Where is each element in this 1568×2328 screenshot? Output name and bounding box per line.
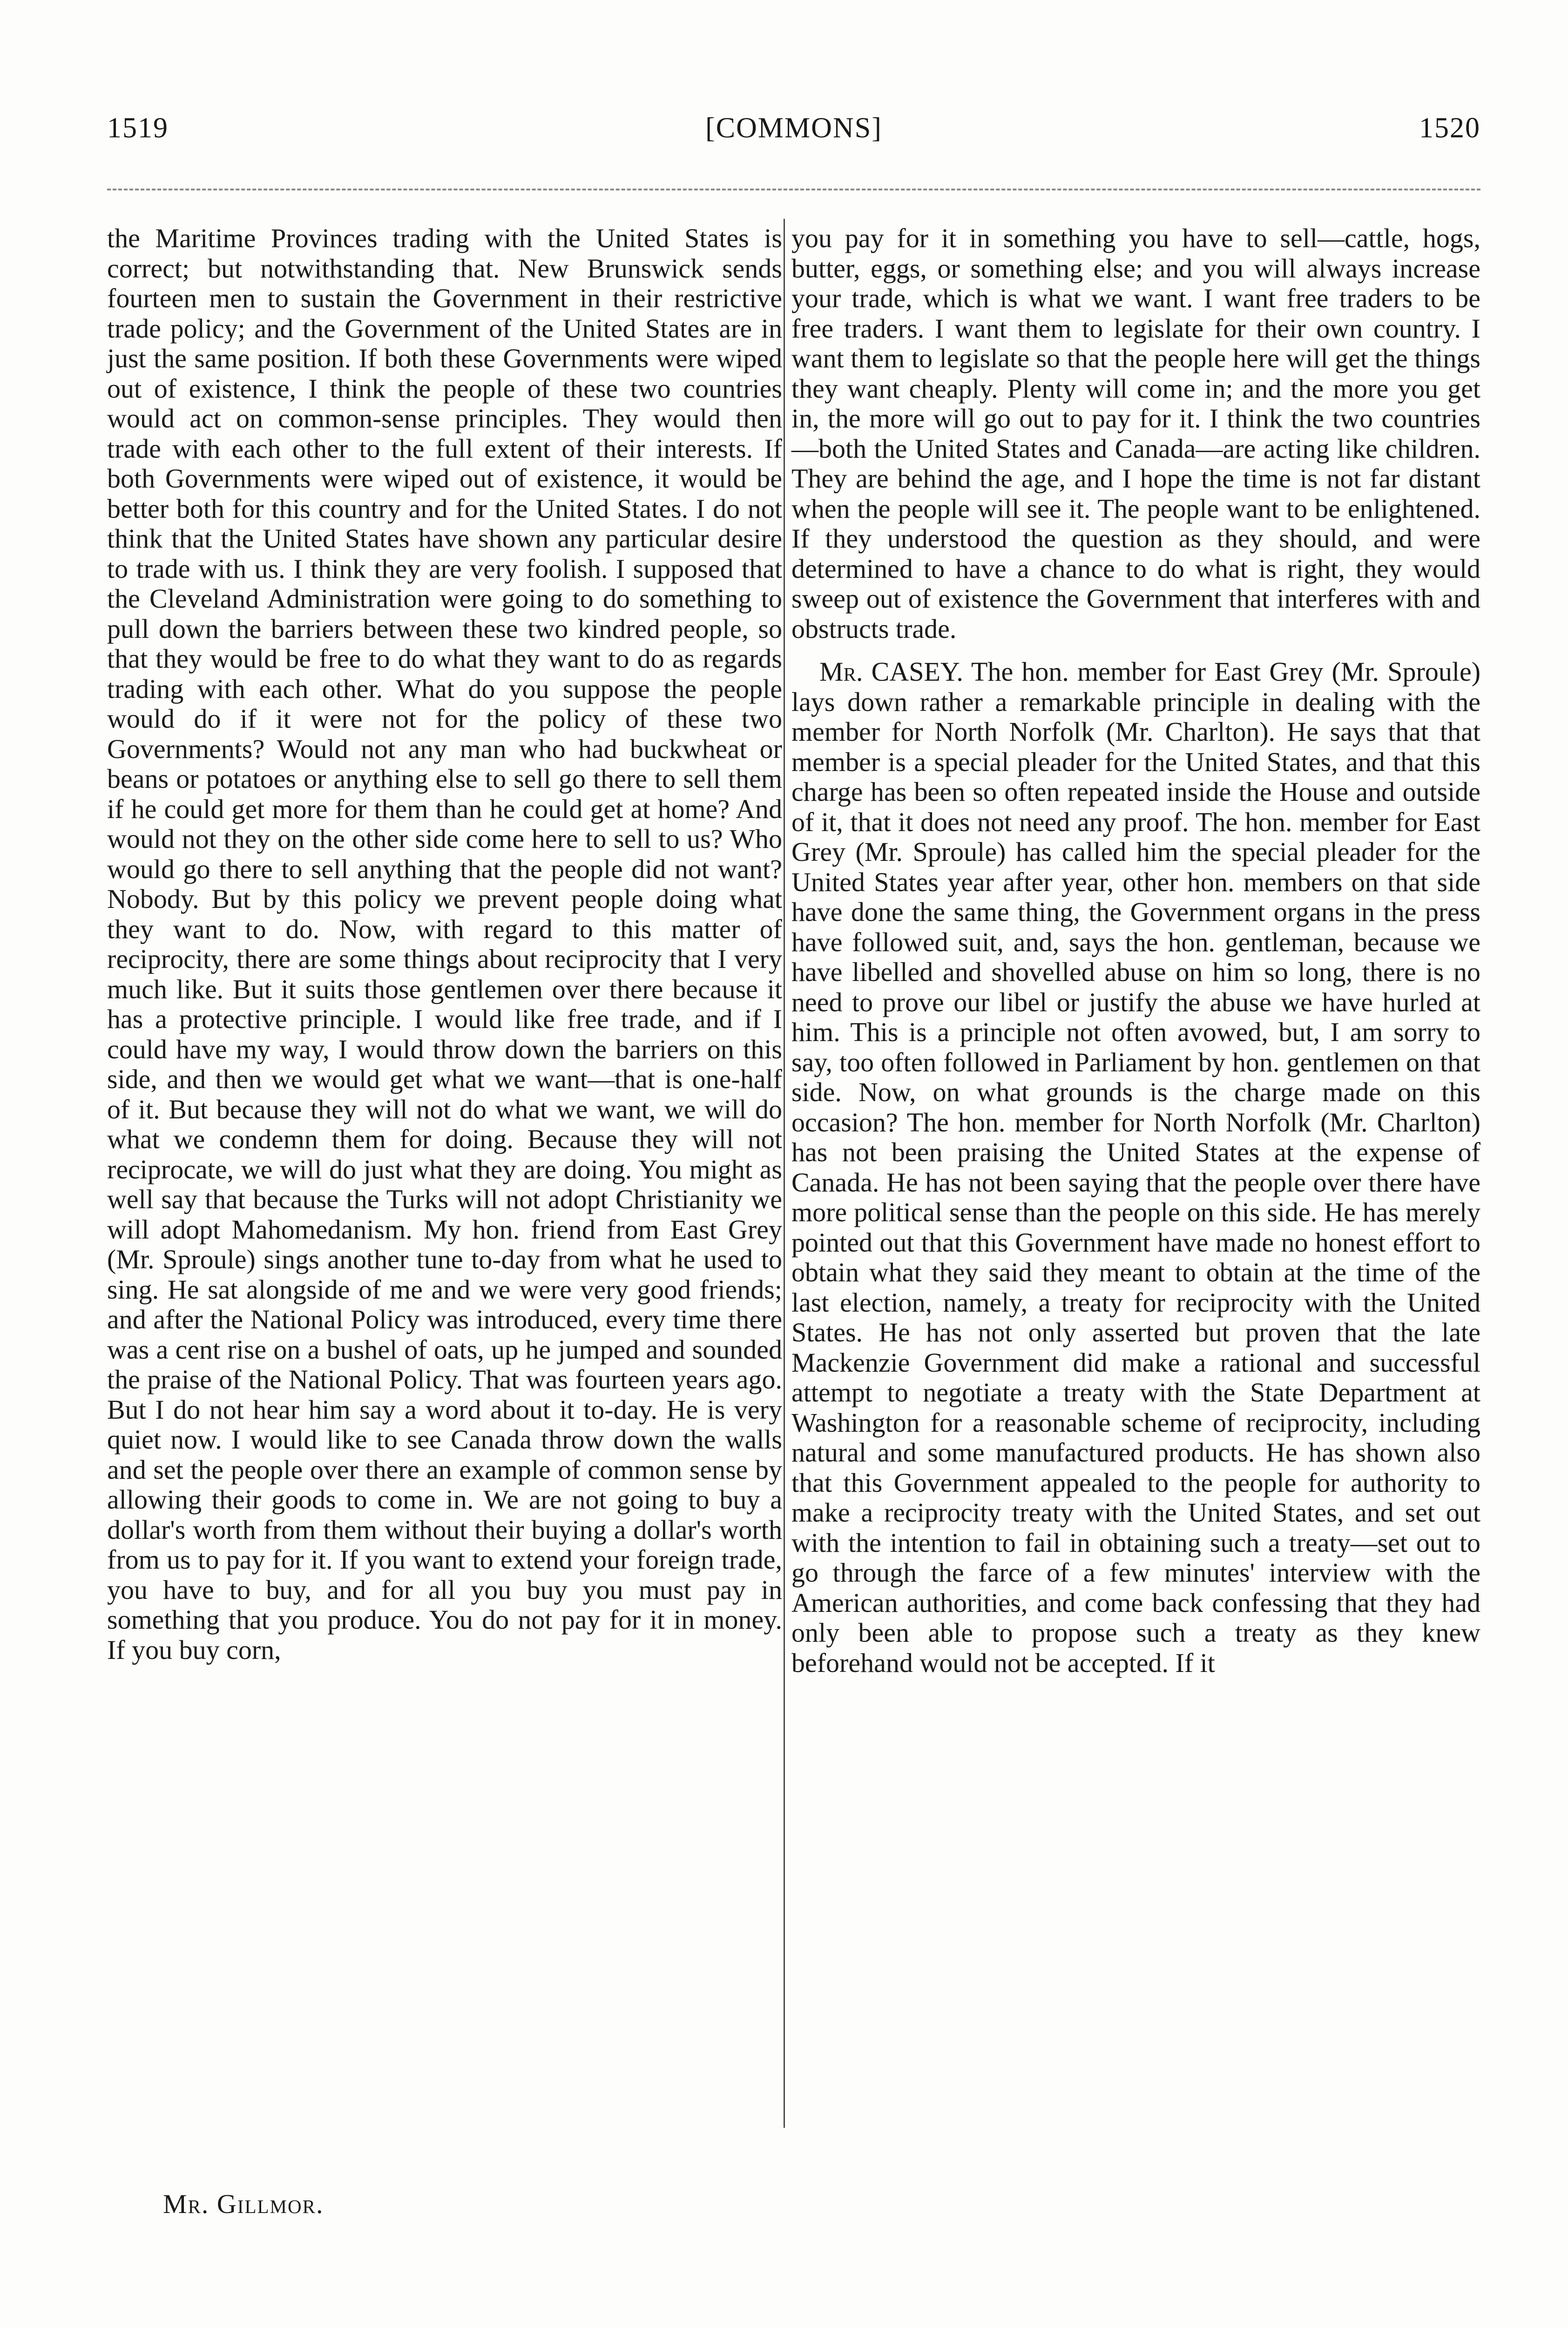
speech-text: The hon. member for East Grey (Mr. Sproule) lays down rather a remarkable principle in dealing with the member for North Norfolk (Mr. Charlton). He says that that member is a special pleader for the United States, and that this charge has been so often repeated inside the House and outside of it, that it does not need any proof. The hon. member for East Grey (Mr. Sproule) has called him the special pleader for the United States year after year, other hon. members on that side have done the same thing, the Government organs in the press have followed suit, and, says the hon. gentleman, because we have libelled and shovelled abuse on him so long, there is no need to prove our libel or justify the abuse we have hurled at him. This is a principle not often avowed, but, I am sorry to say, too often followed in Parliament by hon. gentlemen on that side. Now, on what grounds is the charge made on this occasion? The hon. member for North Norfolk (Mr. Charlton) has not been praising the United States at the expense of Canada. He has not been saying that the people over there have more political sense than the people on this side. He has merely pointed out that this Government have made no honest effort to obtain what they said they meant to obtain at the time of the last election, namely, a treaty for reciprocity with the United States. He has not only asserted but proven that the late Mackenzie Government did make a rational and successful attempt to negotiate a treaty with the State Department at Washington for a reasonable scheme of reciprocity, including natural and some manufactured products. He has shown also that this Government appealed to the people for authority to make a reciprocity treaty with the United States, and set out with the intention to fail in obtaining such a treaty—set out to go through the farce of a few minutes' interview with the American authorities, and come back confessing that they had only been able to propose such a treaty as they knew beforehand would not be accepted. If it (791, 656, 1481, 1678)
right-column (791, 223, 1480, 1678)
left-column (107, 223, 782, 1665)
page-title: [COMMONS] (705, 112, 882, 144)
speaker-name: Mr. CASEY. (819, 656, 963, 687)
page-header (107, 112, 1480, 154)
speech-paragraph (791, 657, 1480, 1678)
header-rule (107, 189, 1480, 190)
page-number-left: 1519 (107, 112, 169, 144)
right-continuation-paragraph: you pay for it in something you have to sell—cattle, hogs, butter, eggs, or something else; and you will always increase your trade, which is what we want. I want free traders to be free traders. I want them to legislate for their own country. I want them to legislate so that the people here will get the things they want cheaply. Plenty will come in; and the more you get in, the more will go out to pay for it. I think the two countries—both the United States and Canada—are acting like children. They are behind the age, and I hope the time is not far distant when the people will see it. The people want to be enlightened. If they understood the question as they should, and were determined to have a chance to do what is right, they would sweep out of existence the Government that interferes with and obstructs trade. (791, 223, 1480, 644)
page-number-right: 1520 (1419, 112, 1480, 144)
left-paragraph: the Maritime Provinces trading with the United States is correct; but notwithstanding that. New Brunswick sends fourteen men to sustain the Government in their restrictive trade policy; and the Government of the United States are in just the same position. If both these Governments were wiped out of existence, I think the people of these two countries would act on common-sense principles. They would then trade with each other to the full extent of their interests. If both Governments were wiped out of existence, it would be better both for this country and for the United States. I do not think that the United States have shown any particular desire to trade with us. I think they are very foolish. I supposed that the Cleveland Administration were going to do something to pull down the barriers between these two kindred people, so that they would be free to do what they want to do as regards trading with each other. What do you suppose the people would do if it were not for the policy of these two Governments? Would not any man who had buckwheat or beans or potatoes or anything else to sell go there to sell them if he could get more for them than he could get at home? And would not they on the other side come here to sell to us? Who would go there to sell anything that the people did not want? Nobody. But by this policy we prevent people doing what they want to do. Now, with regard to this matter of reciprocity, there are some things about reciprocity that I very much like. But it suits those gentlemen over there because it has a protective principle. I would like free trade, and if I could have my way, I would throw down the barriers on this side, and then we would get what we want—that is one-half of it. But because they will not do what we want, we will do what we condemn them for doing. Because they will not reciprocate, we will do just what they are doing. You might as well say that because the Turks will not adopt Christianity we will adopt Mahomedanism. My hon. friend from East Grey (Mr. Sproule) sings another tune to-day from what he used to sing. He sat alongside of me and we were very good friends; and after the National Policy was introduced, every time there was a cent rise on a bushel of oats, up he jumped and sounded the praise of the National Policy. That was fourteen years ago. But I do not hear him say a word about it to-day. He is very quiet now. I would like to see Canada throw down the walls and set the people over there an example of common sense by allowing their goods to come in. We are not going to buy a dollar's worth from them without their buying a dollar's worth from us to pay for it. If you want to extend your foreign trade, you have to buy, and for all you buy you must pay in something that you produce. You do not pay for it in money. If you buy corn, (107, 223, 782, 1665)
column-divider (784, 219, 785, 2128)
footer-speaker-mark: Mr. Gillmor. (163, 2189, 324, 2219)
